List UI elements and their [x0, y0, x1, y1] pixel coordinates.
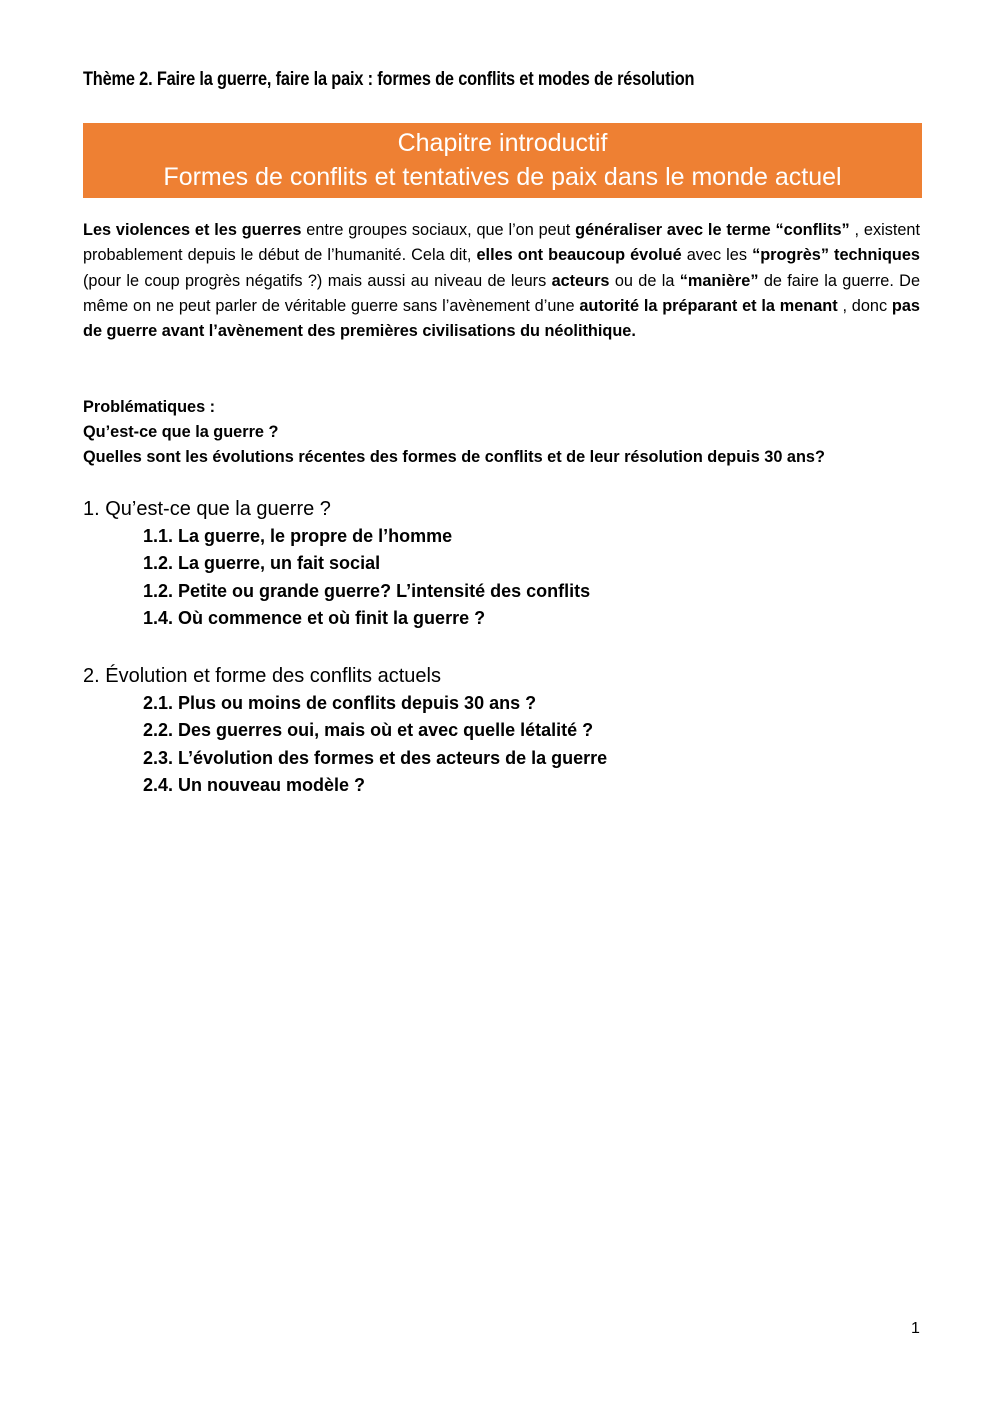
- section-title: 2. Évolution et forme des conflits actuels: [83, 665, 441, 687]
- intro-segment: elles ont beaucoup évolué: [476, 246, 682, 265]
- subsection-item: 2.2. Des guerres oui, mais où et avec quelle létalité ?: [143, 720, 594, 741]
- intro-segment: pas de guerre avant l’avènement des premières civilisations du néolithique.: [83, 296, 920, 341]
- intro-segment: de faire la guerre. De même on ne peut parler de véritable guerre sans l’avènement d’une: [83, 271, 920, 315]
- problematique-question: Quelles sont les évolutions récentes des formes de conflits et de leur résolution depuis 30 ans?: [83, 448, 825, 466]
- intro-segment: “manière”: [679, 271, 759, 290]
- page-number: 1: [911, 1320, 920, 1337]
- subsection-item: 1.2. La guerre, un fait social: [143, 553, 381, 574]
- problematiques-label: Problématiques :: [83, 398, 216, 416]
- problematiques-block: [83, 395, 943, 470]
- subsection-item: 2.3. L’évolution des formes et des acteurs de la guerre: [143, 747, 608, 768]
- section-title: 1. Qu’est-ce que la guerre ?: [83, 498, 331, 520]
- subsection-list: [83, 523, 943, 632]
- subsection-list: [83, 690, 943, 799]
- intro-segment: entre groupes sociaux, que l’on peut: [306, 221, 576, 239]
- theme-title: Thème 2. Faire la guerre, faire la paix : formes de conflits et modes de résolution: [83, 69, 695, 90]
- section-1: [83, 495, 943, 632]
- intro-segment: , donc: [842, 296, 892, 315]
- subsection-item: 1.4. Où commence et où finit la guerre ?: [143, 607, 486, 628]
- intro-segment: acteurs: [551, 271, 610, 290]
- section-2: [83, 662, 943, 799]
- chapter-title: Formes de conflits et tentatives de paix dans le monde actuel: [163, 163, 842, 191]
- chapter-banner: [83, 123, 922, 198]
- subsection-item: 1.1. La guerre, le propre de l’homme: [143, 526, 453, 546]
- intro-segment: généraliser avec le terme “conflits”: [575, 221, 850, 239]
- intro-paragraph: [83, 218, 920, 344]
- intro-segment: Les violences et les guerres: [83, 221, 302, 239]
- intro-segment: avec les: [686, 246, 753, 265]
- intro-segment: “progrès” techniques: [752, 246, 920, 265]
- intro-segment: autorité la préparant et la menant: [579, 296, 838, 315]
- chapter-label: Chapitre introductif: [397, 129, 608, 157]
- intro-segment: ou de la: [614, 271, 680, 290]
- problematique-question: Qu’est-ce que la guerre ?: [83, 423, 279, 441]
- intro-segment: (pour le coup progrès négatifs ?) mais aussi au niveau de leurs: [83, 271, 552, 290]
- subsection-item: 1.2. Petite ou grande guerre? L’intensité des conflits: [143, 580, 591, 601]
- subsection-item: 2.4. Un nouveau modèle ?: [143, 774, 366, 795]
- subsection-item: 2.1. Plus ou moins de conflits depuis 30 ans ?: [143, 693, 537, 713]
- intro-segment: , existent probablement depuis le début de l’humanité. Cela dit,: [83, 221, 920, 265]
